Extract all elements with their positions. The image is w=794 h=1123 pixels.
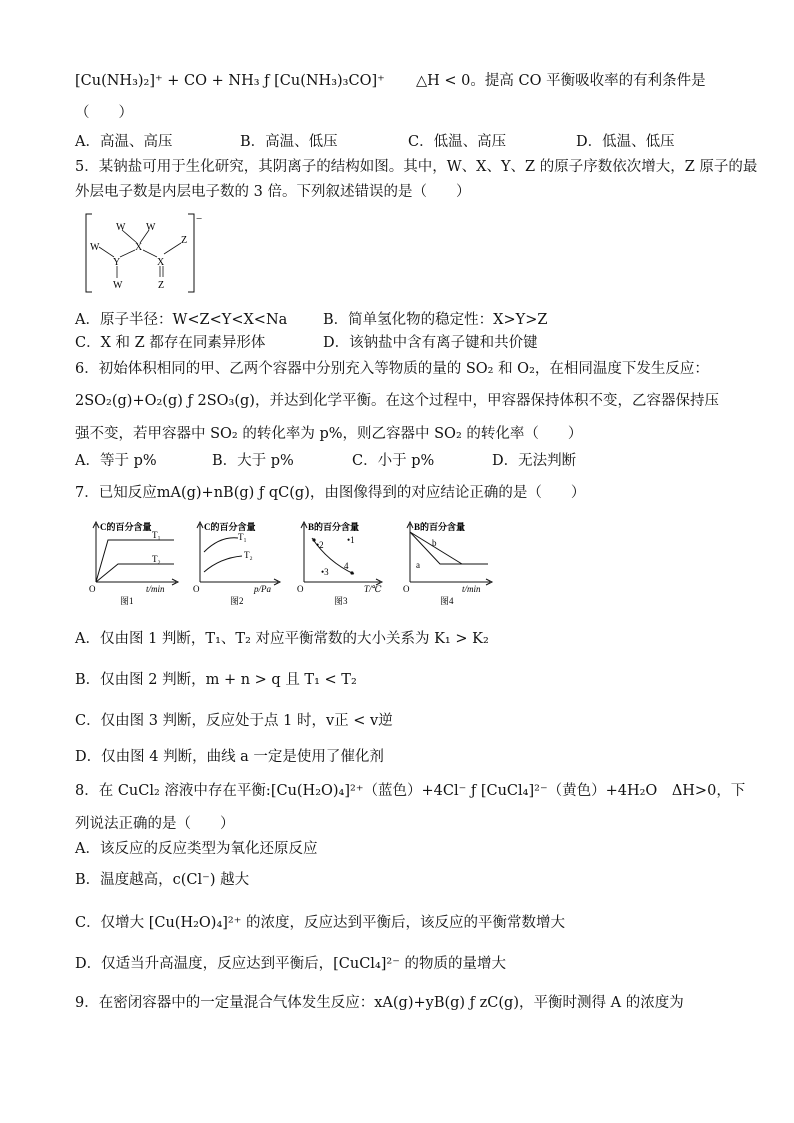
fig1-ylabel: C的百分含量 (100, 522, 152, 532)
q8-stem-prefix: 8．在 CuCl₂ 溶液中存在平衡: (75, 783, 271, 799)
fig1-caption: 图1 (120, 596, 134, 606)
fig2-curve-t1: T₁ (238, 532, 247, 542)
q8-stem-suffix: ，下 (716, 783, 746, 799)
fig2-caption: 图2 (230, 596, 244, 606)
fig3-origin: O (297, 584, 304, 594)
fig3-caption: 图3 (334, 596, 348, 606)
q6-stem-line2 (75, 392, 719, 410)
q6-option-a: A．等于 p% (75, 453, 157, 469)
q6-option-b: B．大于 p% (212, 453, 294, 469)
fig1-curve-t1: T₁ (152, 530, 161, 540)
q7-option-d: D．仅由图 4 判断，曲线 a 一定是使用了催化剂 (75, 749, 384, 765)
q4-option-b: B．高温、低压 (240, 134, 338, 150)
fig2-curve-t2: T₂ (244, 550, 253, 560)
q7-figure-4 (400, 518, 500, 610)
fig4-xlabel: t/min (462, 584, 481, 594)
q6-stem-line1: 6．初始体积相同的甲、乙两个容器中分别充入等物质的量的 SO₂ 和 O₂，在相同温度下发生反应： (75, 361, 709, 377)
q8-stem-line1 (75, 782, 745, 800)
q4-question-text: 。提高 CO 平衡吸收率的有利条件是 (470, 73, 706, 89)
fig3-point-2: •2 (316, 540, 324, 550)
atom-x2: X (157, 257, 165, 268)
atom-w4: W (113, 280, 123, 291)
q5-stem-line1: 5．某钠盐可用于生化研究，其阴离子的结构如图。其中，W、X、Y、Z 的原子序数依次增大，Z 原子的最 (75, 159, 758, 175)
atom-x1: X (135, 242, 143, 253)
atom-w2: W (146, 222, 156, 233)
atom-z1: Z (181, 235, 188, 246)
q7-figure-3 (294, 518, 394, 610)
q4-enthalpy: △H < 0 (416, 73, 471, 89)
q5-option-d: D．该钠盐中含有离子键和共价键 (323, 335, 538, 351)
fig4-curve-b: b (432, 538, 437, 548)
q7-figure-2 (190, 518, 290, 610)
q4-formula: [Cu(NH₃)₂]⁺ + CO + NH₃ ƒ [Cu(NH₃)₃CO]⁺ (75, 73, 385, 89)
q5-option-a: A．原子半径：W<Z<Y<X<Na (75, 312, 288, 328)
q7-figure-1 (86, 518, 186, 610)
atom-w3: W (90, 242, 100, 253)
q6-stem-line3: 强不变，若甲容器中 SO₂ 的转化率为 p%，则乙容器中 SO₂ 的转化率（ ） (75, 426, 583, 442)
q7-stem-suffix: ，由图像得到的对应结论正确的是（ ） (309, 485, 586, 501)
q5-option-c: C．X 和 Z 都存在同素异形体 (75, 335, 266, 351)
fig1-curve-t2: T₂ (152, 554, 161, 564)
q9-stem (75, 994, 684, 1012)
fig3-ylabel: B的百分含量 (308, 522, 360, 532)
q8-stem-line2: 列说法正确的是（ ） (75, 816, 235, 832)
q8-option-b: B．温度越高，c(Cl⁻) 越大 (75, 872, 250, 888)
fig2-origin: O (193, 584, 200, 594)
q6-stem-line2-text: ，并达到化学平衡。在这个过程中，甲容器保持体积不变，乙容器保持压 (254, 393, 719, 409)
fig3-point-4: 4 (344, 561, 349, 571)
fig2-ylabel: C的百分含量 (204, 522, 256, 532)
q6-option-d: D．无法判断 (492, 453, 577, 469)
q7-formula: mA(g)+nB(g) ƒ qC(g) (156, 485, 310, 501)
atom-y: Y (113, 257, 121, 268)
q8-option-d: D．仅适当升高温度，反应达到平衡后，[CuCl₄]²⁻ 的物质的量增大 (75, 956, 506, 972)
fig4-curve-a: a (416, 560, 420, 570)
q6-option-c: C．小于 p% (352, 453, 435, 469)
q9-stem-suffix: ，平衡时测得 A 的浓度为 (519, 995, 684, 1011)
q5-stem-line2: 外层电子数是内层电子数的 3 倍。下列叙述错误的是（ ） (75, 184, 471, 200)
q7-option-c: C．仅由图 3 判断，反应处于点 1 时，v正 < v逆 (75, 713, 393, 729)
fig3-point-1: •1 (347, 535, 355, 545)
q8-formula: [Cu(H₂O)₄]²⁺（蓝色）+4Cl⁻ ƒ [CuCl₄]²⁻（黄色）+4H₂O ΔH>0 (270, 783, 717, 799)
q9-stem-prefix: 9．在密闭容器中的一定量混合气体发生反应： (75, 995, 375, 1011)
fig1-origin: O (89, 584, 96, 594)
q7-stem-prefix: 7．已知反应 (75, 485, 157, 501)
q8-option-a: A．该反应的反应类型为氧化还原反应 (75, 841, 318, 857)
q5-option-b: B．简单氢化物的稳定性：X>Y>Z (323, 312, 548, 328)
q9-formula: xA(g)+yB(g) ƒ zC(g) (374, 995, 519, 1011)
q4-answer-paren: （ ） (75, 105, 133, 121)
q5-anion-structure (82, 210, 212, 295)
fig1-xlabel: t/min (146, 584, 165, 594)
q7-stem (75, 484, 585, 502)
atom-z2: Z (158, 280, 165, 291)
q4-equation-line (75, 72, 706, 90)
fig4-ylabel: B的百分含量 (414, 522, 466, 532)
fig4-origin: O (403, 584, 410, 594)
fig2-xlabel: p/Pa (254, 584, 271, 594)
fig4-caption: 图4 (440, 596, 454, 606)
q6-formula: 2SO₂(g)+O₂(g) ƒ 2SO₃(g) (75, 393, 255, 409)
q7-option-b: B．仅由图 2 判断，m + n > q 且 T₁ < T₂ (75, 672, 357, 688)
atom-w1: W (116, 222, 126, 233)
fig3-xlabel: T/℃ (364, 584, 382, 594)
structure-charge: − (196, 213, 203, 225)
q8-option-c: C．仅增大 [Cu(H₂O)₄]²⁺ 的浓度，反应达到平衡后，该反应的平衡常数增大 (75, 915, 565, 931)
q4-option-d: D．低温、低压 (576, 134, 675, 150)
q4-option-a: A．高温、高压 (75, 134, 173, 150)
q4-option-c: C．低温、高压 (408, 134, 507, 150)
fig3-point-3: •3 (321, 567, 329, 577)
q7-option-a: A．仅由图 1 判断，T₁、T₂ 对应平衡常数的大小关系为 K₁ > K₂ (75, 631, 489, 647)
